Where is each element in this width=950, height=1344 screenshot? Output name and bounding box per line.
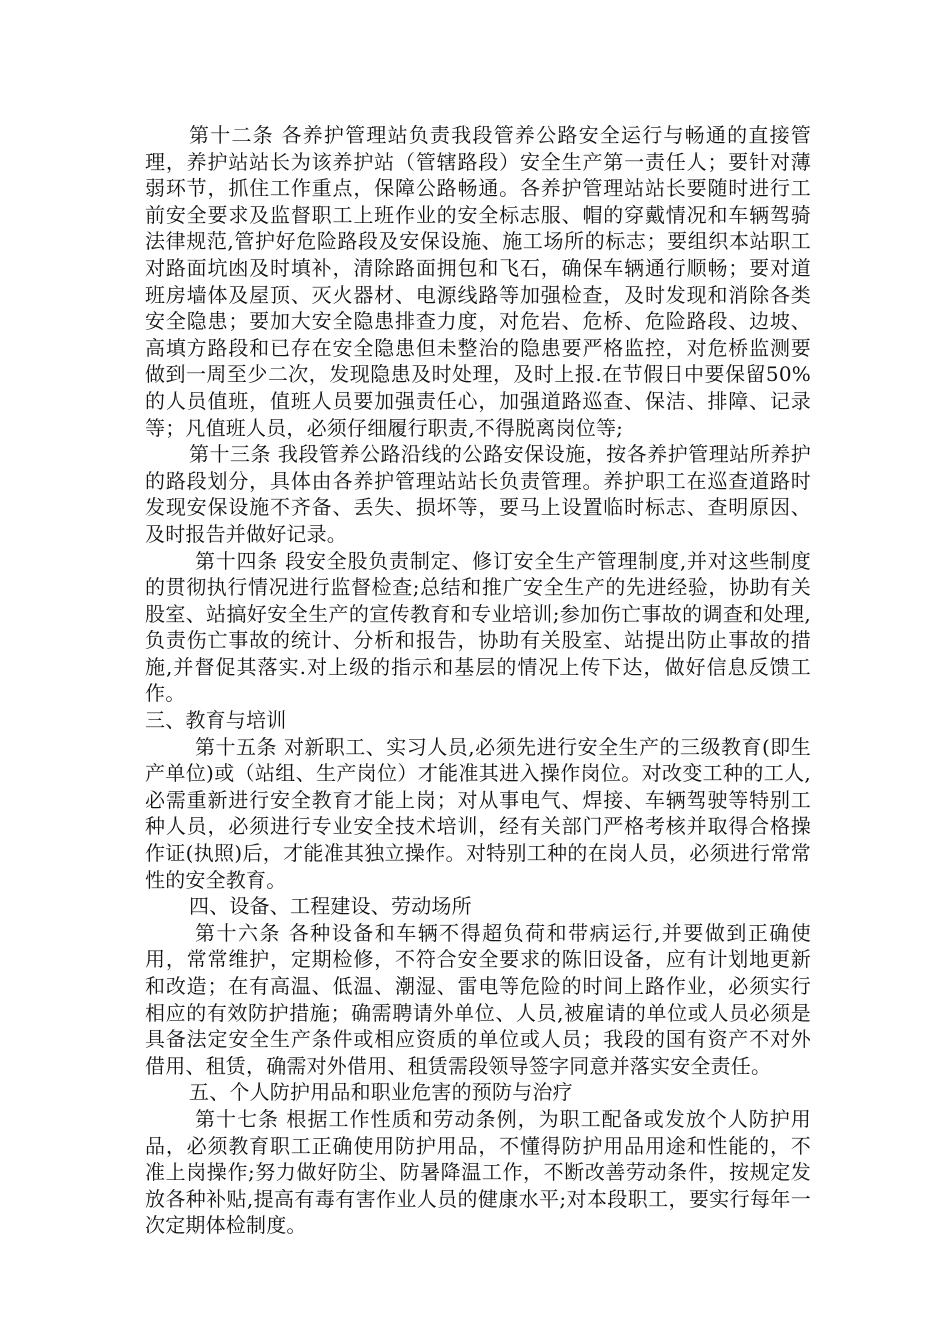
article-14-paragraph: 第十四条 段安全股负责制定、修订安全生产管理制度,并对这些制度的贯彻执行情况进行监督检查;总结和推广安全生产的先进经验，协助有关股室、站搞好安全生产的宣传教育和专业培训;参加伤亡事故的调查和处理,负责伤亡事故的统计、分析和报告，协助有关股室、站提出防止事故的措施,并督促其落实.对上级的指示和基层的情况上传下达，做好信息反馈工作。 bbox=[145, 548, 811, 706]
article-16-paragraph: 第十六条 各种设备和车辆不得超负荷和带病运行,并要做到正确使用，常常维护，定期检修，不符合安全要求的陈旧设备，应有计划地更新和改造；在有高温、低温、潮湿、雷电等危险的时间上路作业，必须实行相应的有效防护措施；确需聘请外单位、人员,被雇请的单位或人员必须是具备法定安全生产条件或相应资质的单位或人员；我段的国有资产不对外借用、租赁，确需对外借用、租赁需段领导签字同意并落实安全责任。 bbox=[145, 920, 811, 1078]
section-heading-protection: 五、个人防护用品和职业危害的预防与治疗 bbox=[189, 1080, 573, 1105]
section-heading-equipment: 四、设备、工程建设、劳动场所 bbox=[189, 894, 472, 919]
section-heading-education: 三、教育与培训 bbox=[145, 708, 287, 733]
document-body bbox=[145, 122, 811, 1239]
article-15-paragraph: 第十五条 对新职工、实习人员,必须先进行安全生产的三级教育(即生产单位)或（站组、生产岗位）才能准其进入操作岗位。对改变工种的工人,必需重新进行安全教育才能上岗；对从事电气、焊接、车辆驾驶等特别工种人员，必须进行专业安全技术培训，经有关部门严格考核并取得合格操作证(执照)后，才能准其独立操作。对特别工种的在岗人员，必须进行常常性的安全教育。 bbox=[145, 734, 811, 892]
article-12-paragraph: 第十二条 各养护管理站负责我段管养公路安全运行与畅通的直接管理，养护站站长为该养护站（管辖路段）安全生产第一责任人；要针对薄弱环节，抓住工作重点，保障公路畅通。各养护管理站站长要随时进行工前安全要求及监督职工上班作业的安全标志服、帽的穿戴情况和车辆驾骑法律规范,管护好危险路段及安保设施、施工场所的标志；要组织本站职工对路面坑凼及时填补，清除路面拥包和飞石，确保车辆通行顺畅；要对道班房墙体及屋顶、灭火器材、电源线路等加强检查，及时发现和消除各类安全隐患；要加大安全隐患排查力度，对危岩、危桥、危险路段、边坡、高填方路段和已存在安全隐患但未整治的隐患要严格监控，对危桥监测要做到一周至少二次，发现隐患及时处理，及时上报.在节假日中要保留50%的人员值班，值班人员要加强责任心，加强道路巡查、保洁、排障、记录等；凡值班人员，必须仔细履行职责,不得脱离岗位等; bbox=[145, 123, 811, 440]
article-13-paragraph: 第十三条 我段管养公路沿线的公路安保设施，按各养护管理站所养护的路段划分，具体由各养护管理站站长负责管理。养护职工在巡查道路时发现安保设施不齐备、丢失、损坏等，要马上设置临时标志、查明原因、及时报告并做好记录。 bbox=[145, 442, 811, 546]
article-17-paragraph: 第十七条 根据工作性质和劳动条例，为职工配备或发放个人防护用品，必须教育职工正确使用防护用品，不懂得防护用品用途和性能的，不准上岗操作;努力做好防尘、防暑降温工作，不断改善劳动条件，按规定发放各种补贴,提高有毒有害作业人员的健康水平;对本段职工，要实行每年一次定期体检制度。 bbox=[145, 1106, 811, 1238]
